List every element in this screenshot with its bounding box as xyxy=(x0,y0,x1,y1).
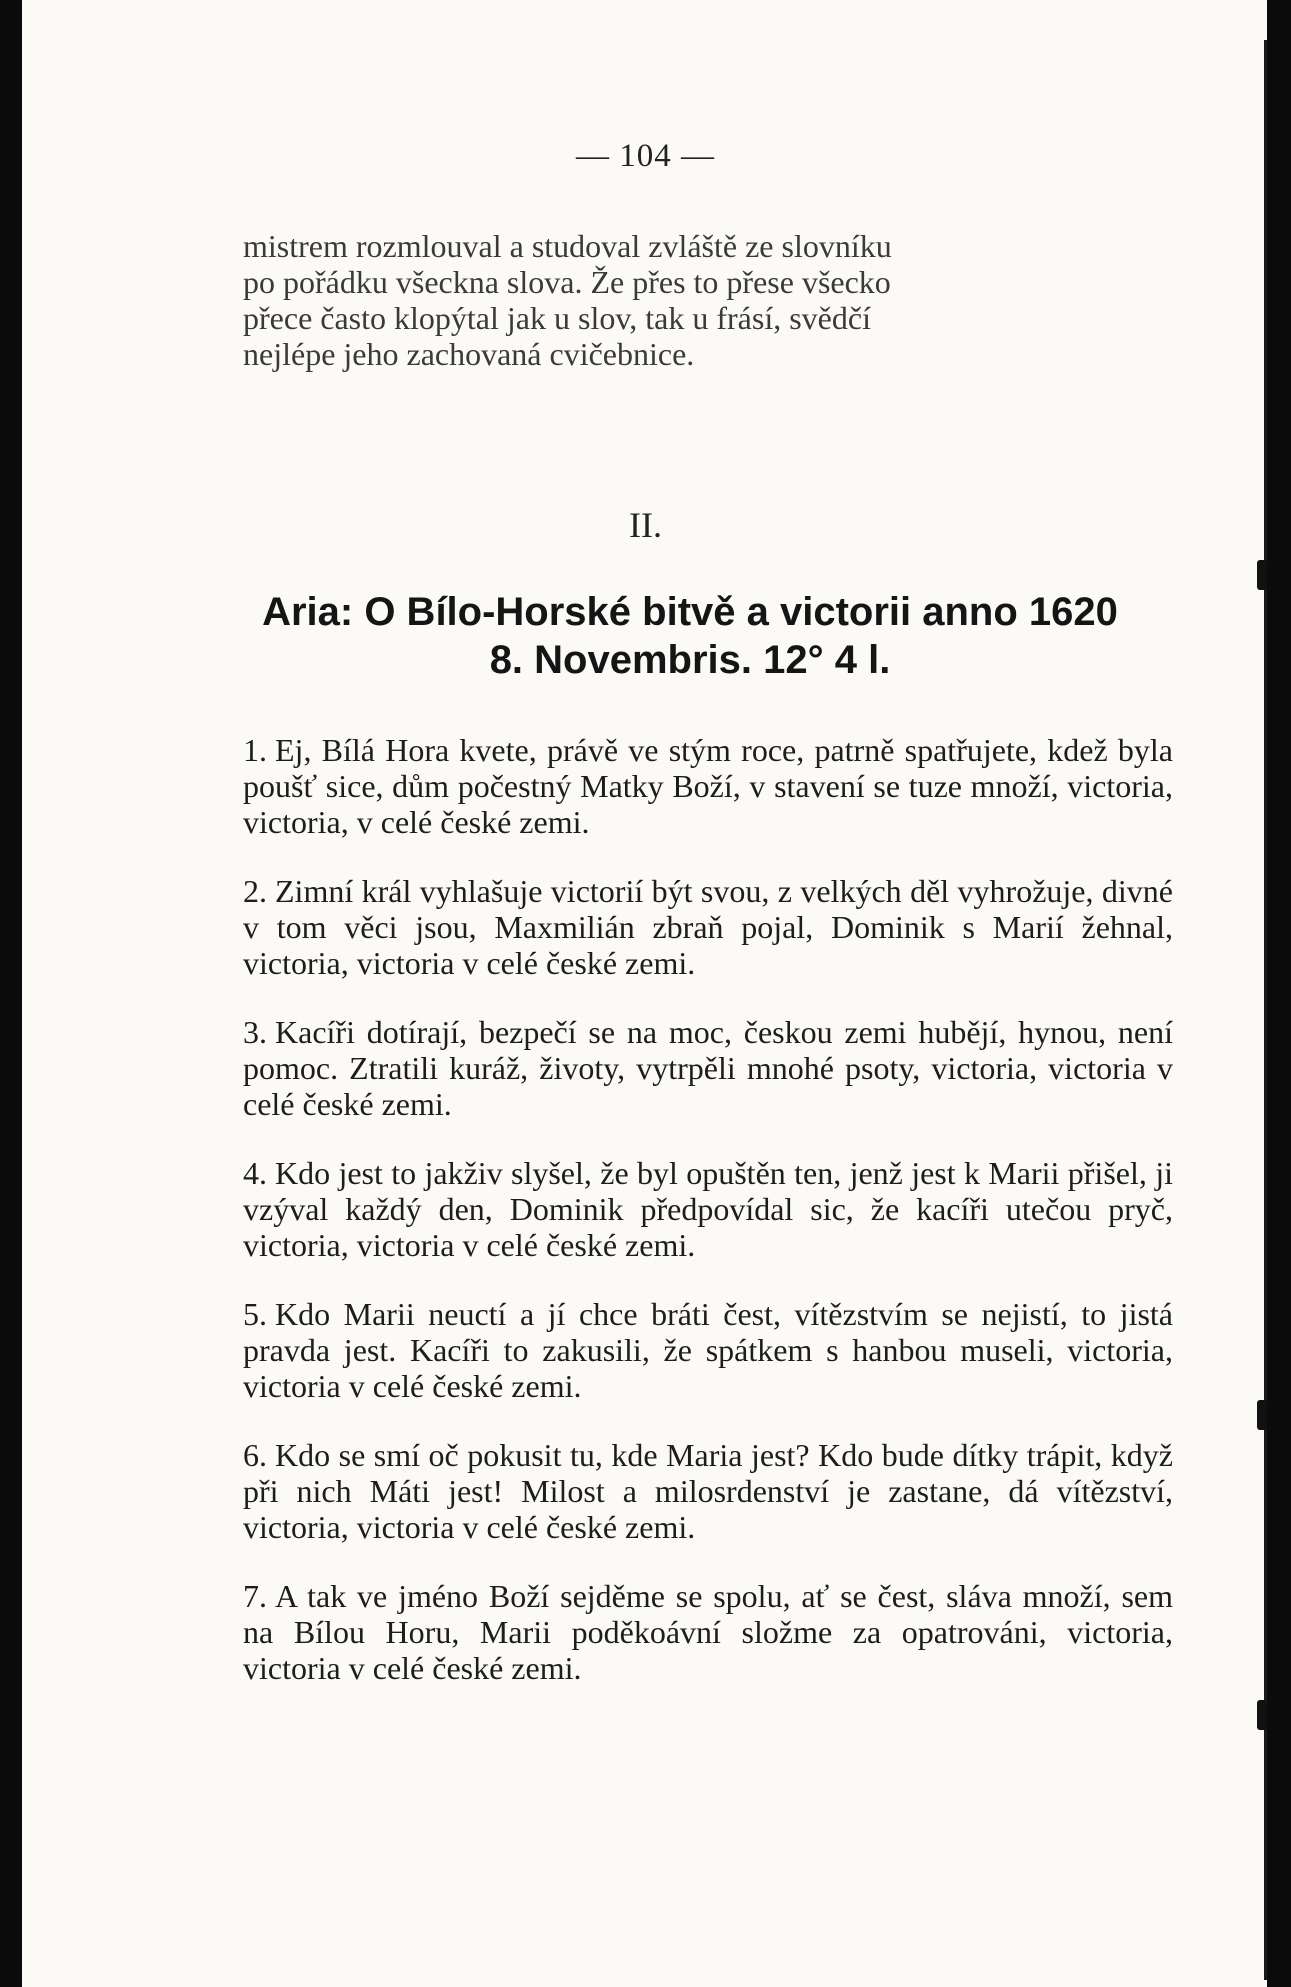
page-edge-line xyxy=(1264,40,1267,1980)
aria-title-line: Aria: O Bílo-Horské bitvě a victorii anno 1620 xyxy=(262,590,1118,634)
verse xyxy=(243,873,1173,981)
verse-number: 1. xyxy=(243,732,267,768)
verse-text: Kacíři dotírají, bezpečí se na moc, českou zemi hubějí, hynou, není pomoc. Ztratili kuráž, životy, vytrpěli mnohé psoty, victoria, victoria v celé české zemi. xyxy=(243,1014,1173,1122)
verse-number: 3. xyxy=(243,1014,267,1050)
aria-title xyxy=(190,588,1190,684)
section-number: II. xyxy=(629,505,662,545)
page-number: — 104 — xyxy=(576,138,715,174)
intro-line: mistrem rozmlouval a studoval zvláště ze slovníku xyxy=(243,228,892,264)
intro-line: přece často klopýtal jak u slov, tak u frásí, svědčí xyxy=(243,300,871,336)
intro-line: po pořádku všeckna slova. Že přes to přese všecko xyxy=(243,264,891,300)
verse-text: Kdo jest to jakživ slyšel, že byl opuštěn ten, jenž jest k Marii přišel, ji vzýval každý den, Dominik předpovídal sic, že kacíři utečou pryč, victoria, victoria v celé české zemi. xyxy=(243,1155,1173,1263)
verse xyxy=(243,1014,1173,1122)
verse-number: 5. xyxy=(243,1296,267,1332)
verse-text: Ej, Bílá Hora kvete, právě ve stým roce, patrně spatřujete, kdež byla poušť sice, dům počestný Matky Boží, v stavení se tuze množí, victoria, victoria, v celé české zemi. xyxy=(243,732,1173,840)
binding-mark xyxy=(1257,560,1267,590)
verse-number: 2. xyxy=(243,873,267,909)
aria-title-line: 8. Novembris. 12° 4 l. xyxy=(489,638,891,682)
verse-number: 4. xyxy=(243,1155,267,1191)
intro-paragraph xyxy=(243,228,1173,372)
verse xyxy=(243,1155,1173,1263)
binding-mark xyxy=(1257,1700,1267,1730)
verse-text: A tak ve jméno Boží sejděme se spolu, ať se čest, sláva množí, sem na Bílou Horu, Marii poděkoávní složme za opatrováni, victoria, victoria v celé české zemi. xyxy=(243,1578,1173,1686)
verse xyxy=(243,1296,1173,1404)
verses xyxy=(243,732,1173,1719)
verse-text: Zimní král vyhlašuje victorií být svou, z velkých děl vyhrožuje, divné v tom věci jsou, Maxmilián zbraň pojal, Dominik s Marií žehnal, victoria, victoria v celé české zemi. xyxy=(243,873,1173,981)
binding-mark xyxy=(1257,1400,1267,1430)
verse xyxy=(243,732,1173,840)
verse-text: Kdo se smí oč pokusit tu, kde Maria jest? Kdo bude dítky trápit, když při nich Máti jest! Milost a milosrdenství je zastane, dá vítězství, victoria, victoria v celé české zemi. xyxy=(243,1437,1173,1545)
verse xyxy=(243,1437,1173,1545)
verse-text: Kdo Marii neuctí a jí chce bráti čest, vítězstvím se nejistí, to jistá pravda jest. Kacíři to zakusili, že spátkem s hanbou museli, victoria, victoria v celé české zemi. xyxy=(243,1296,1173,1404)
verse-number: 6. xyxy=(243,1437,267,1473)
verse xyxy=(243,1578,1173,1686)
verse-number: 7. xyxy=(243,1578,267,1614)
intro-line: nejlépe jeho zachovaná cvičebnice. xyxy=(243,336,695,372)
